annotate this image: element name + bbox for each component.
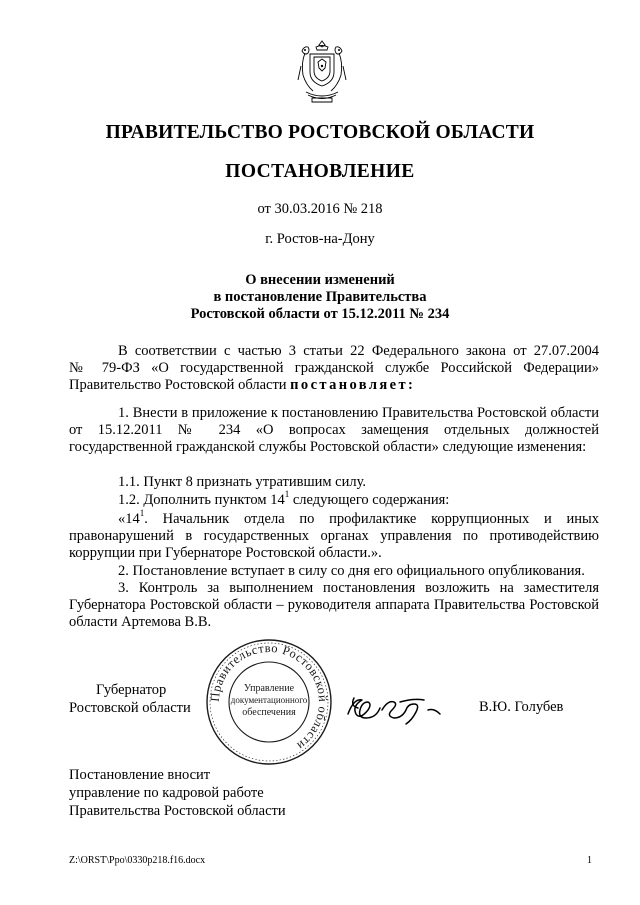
superscript: 1	[139, 508, 145, 519]
new-item-14-1-paragraph	[69, 508, 599, 562]
signatory-title-line: Губернатор	[96, 682, 167, 698]
signatory-title-line: Ростовской области	[69, 700, 191, 716]
paragraph-line	[69, 377, 599, 394]
note-line: Постановление вносит	[69, 767, 211, 783]
item-1-2-paragraph	[69, 489, 599, 509]
page-number: 1	[587, 855, 592, 866]
item-2-paragraph: 2. Постановление вступает в силу со дня его официального опубликования.	[118, 563, 585, 579]
subject-line: О внесении изменений	[245, 272, 395, 288]
coat-of-arms-icon	[296, 38, 348, 104]
paragraph-line: В соответствии с частью 3 статьи 22 Федерального закона от 27.07.2004	[118, 343, 599, 359]
new-item-text: . Начальник отдела по профилактике коррупционных и иных правонарушений в государственных органах управления по противодействию коррупции при Губернаторе Ростовской области.».	[69, 511, 599, 561]
subject-line: Ростовской области от 15.12.2011 № 234	[190, 306, 450, 322]
item-1-2-text-end: следующего содержания:	[289, 492, 450, 508]
item-3-paragraph: 3. Контроль за выполнением постановления возложить на заместителя Губернатора Ростовской области – руководителя аппарата Правительства Ростовской области Артемова В.В.	[69, 580, 599, 630]
signatory-name: В.Ю. Голубев	[479, 699, 564, 715]
submission-note	[69, 766, 286, 820]
note-line: Правительства Ростовской области	[69, 803, 286, 819]
item-1-paragraph: 1. Внести в приложение к постановлению Правительства Ростовской области от 15.12.2011 № 234 «О вопросах замещения отдельных должностей государственной гражданской службы Ростовской области» следующие изменения:	[69, 405, 599, 455]
organization-title: ПРАВИТЕЛЬСТВО РОСТОВСКОЙ ОБЛАСТИ	[105, 122, 535, 143]
seal-inner-text: Управление	[243, 683, 295, 694]
document-city: г. Ростов-на-Дону	[265, 231, 375, 247]
preamble-text: Правительство Ростовской области	[69, 377, 291, 393]
seal-inner-text: документационного	[230, 695, 308, 705]
document-type-title: ПОСТАНОВЛЕНИЕ	[225, 161, 415, 182]
resolves-word: постановляет:	[290, 377, 416, 393]
note-line: управление по кадровой работе	[69, 785, 264, 801]
item-1-2-text: 1.2. Дополнить пунктом 14	[118, 492, 285, 508]
document-date-number: от 30.03.2016 № 218	[257, 201, 383, 217]
seal-inner-text: обеспечения	[242, 707, 296, 718]
seal-outer-text: Правительство Ростовской области	[207, 640, 331, 754]
document-subject	[0, 272, 640, 323]
handwritten-signature	[340, 688, 450, 728]
official-seal-icon	[203, 636, 335, 768]
new-item-number: «14	[118, 511, 140, 527]
footer-file-path: Z:\ORST\Ppo\0330p218.f16.docx	[69, 855, 206, 866]
preamble-paragraph	[69, 343, 599, 394]
subject-line: в постановление Правительства	[213, 289, 427, 305]
superscript: 1	[284, 489, 290, 500]
paragraph-line: № 79-ФЗ «О государственной гражданской службе Российской Федерации»	[69, 360, 599, 376]
item-1-1-paragraph: 1.1. Пункт 8 признать утратившим силу.	[118, 474, 367, 490]
